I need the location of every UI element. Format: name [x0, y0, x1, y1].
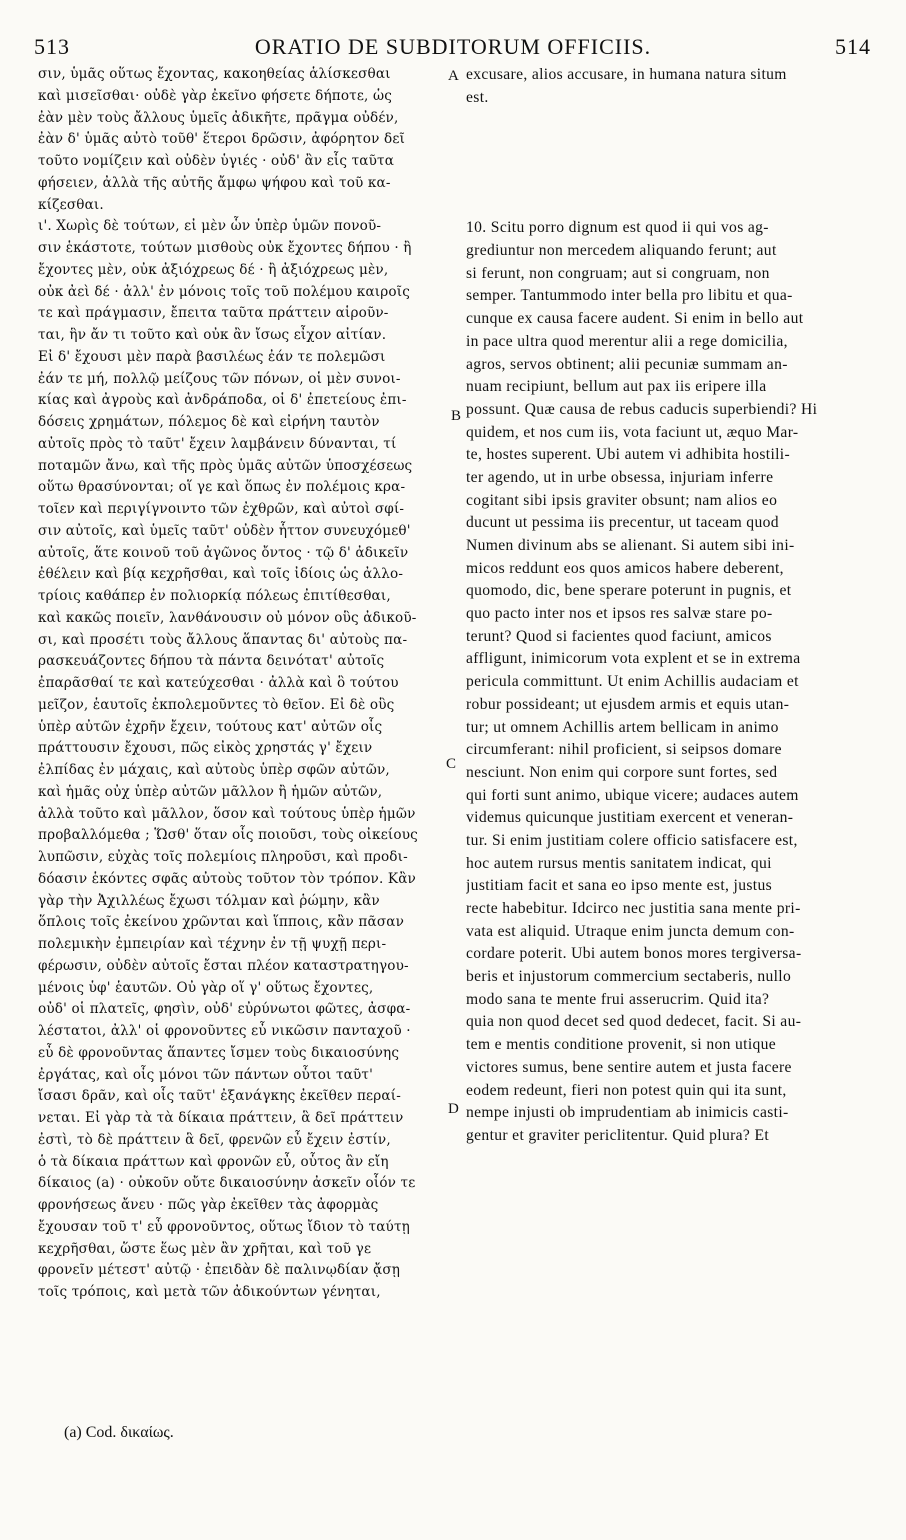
text-line: φέρωσιν, οὐδὲν αὐτοῖς ἔσται πλέον καταστρατηγου- — [38, 957, 409, 974]
text-line: semper. Tantummodo inter bella pro libitu et qua- — [466, 287, 793, 305]
text-line: ὁ τὰ δίκαια πράττων καὶ φρονῶν εὖ, οὗτος ἂν εἴη — [38, 1153, 389, 1170]
text-line: grediuntur non mercedem aliquando ferunt; aut — [466, 242, 777, 260]
text-line: κίας καὶ ἀγροὺς καὶ ἀνδράποδα, οἱ δ' ἐπετείους ἐπι- — [38, 392, 407, 409]
text-line: δίκαιος (a) · οὐκοῦν οὔτε δικαιοσύνην ἀσκεῖν οἷόν τε — [38, 1175, 416, 1192]
text-line: ἐὰν δ' ὑμᾶς αὐτὸ τοῦθ' ἕτεροι δρῶσιν, ἀφόρητον δεῖ — [38, 131, 406, 148]
text-line: δόσεις χρημάτων, πόλεμος δὲ καὶ εἰρήνη ταυτὸν — [38, 414, 380, 430]
text-line: εὖ δὲ φρονοῦντας ἅπαντες ἴσμεν τοὺς δικαιοσύνης — [38, 1044, 400, 1061]
text-line: μεῖζον, ἑαυτοῖς ἐκπολεμοῦντες τὸ θεῖον. Εἰ δὲ οὓς — [38, 696, 395, 713]
text-line: προβαλλόμεθα ; Ὥσθ' ὅταν οἷς ποιοῦσι, τοὺς οἰκείους — [38, 827, 418, 844]
text-line: ρασκευάζοντες δήπου τὰ πάντα δεινότατ' αὐτοῖς — [38, 653, 385, 670]
text-line: αὐτοῖς, ἅτε κοινοῦ τοῦ ἀγῶνος ὄντος · τῷ δ' ἀδικεῖν — [38, 544, 409, 561]
text-line: terunt? Quod si facientes quod faciunt, amicos — [466, 627, 772, 645]
text-line: eodem redeunt, fieri non potest quin qui ita sunt, — [466, 1081, 787, 1099]
text-line: gentur et graviter periclitentur. Quid plura? Et — [466, 1126, 770, 1144]
paragraph-gap — [466, 109, 876, 217]
footnote: (a) Cod. δικαίως. — [64, 1424, 174, 1441]
margin-marker-b: B — [451, 408, 462, 424]
text-line: victores sumus, bene sentire autem et justa facere — [466, 1058, 792, 1076]
text-line: τοῦτο νομίζειν καὶ οὐδὲν ὑγιές · οὐδ' ἂν εἷς ταῦτα — [38, 153, 395, 169]
text-line: ἔχοντες μὲν, οὐκ ἀξιόχρεως δέ · ἢ ἀξιόχρεως μὲν, — [38, 261, 389, 278]
text-line: 10. Scitu porro dignum est quod ii qui vos ag- — [466, 219, 769, 237]
text-line: ἐθέλειν καὶ βίᾳ κεχρῆσθαι, καὶ τοῖς ἰδίοις ὡς ἀλλο- — [38, 566, 404, 583]
text-line: οὐκ ἀεὶ δέ · ἀλλ' ἐν μόνοις τοῖς τοῦ πολέμου καιροῖς — [38, 283, 410, 300]
text-line: τοῖς τρόποις, καὶ μετὰ τῶν ἀδικούντων γένηται, — [38, 1284, 381, 1300]
text-line: cunque ex causa facere audent. Si enim in bello aut — [466, 310, 804, 328]
text-line: nuam recipiunt, bellum aut pax iis eripere illa — [466, 378, 767, 396]
text-line: ἐλπίδας ἐν μάχαις, καὶ αὐτοὺς ὑπὲρ σφῶν αὐτῶν, — [38, 762, 390, 778]
latin-text-column — [466, 64, 876, 1148]
text-line: ποταμῶν ἄνω, καὶ τῆς πρὸς ὑμᾶς αὐτῶν ὑποσχέσεως — [38, 457, 413, 474]
text-line: ἔχουσαν τοῦ τ' εὖ φρονοῦντος, οὕτως ἴδιον τὸ ταύτῃ — [38, 1218, 410, 1235]
text-line: excusare, alios accusare, in humana natura situm — [466, 66, 787, 83]
text-line: tem e mentis conditione provenit, si non utique — [466, 1036, 777, 1054]
text-line: τοῖεν καὶ περιγίγνοιντο τῶν ἐχθρῶν, καὶ αὐτοὶ σφί- — [38, 501, 405, 517]
text-line: μένοις ὑφ' ἑαυτῶν. Οὐ γὰρ οἵ γ' οὕτως ἔχοντες, — [38, 979, 374, 996]
text-line: robur possideant; ut ejusdem armis et equis utan- — [466, 695, 790, 713]
running-title: ORATIO DE SUBDITORUM OFFICIIS. — [254, 34, 652, 59]
text-line: ἐστὶ, τὸ δὲ πράττειν ἃ δεῖ, φρενῶν εὖ ἔχειν ἐστίν, — [38, 1131, 391, 1148]
text-line: σι, καὶ προσέτι τοὺς ἄλλους ἅπαντας δι' αὐτοὺς πα- — [38, 631, 408, 648]
text-line: γὰρ τὴν Ἀχιλλέως ἔχωσι τόλμαν καὶ ῥώμην, κἂν — [38, 892, 380, 909]
text-line: δόασιν ἑκόντες σφᾶς αὐτοὺς τοῦτον τὸν τρόπον. Κἂν — [38, 870, 416, 887]
text-line: ducunt ut pessima iis precentur, ut taceam quod — [466, 514, 779, 532]
text-line: cogitant sibi ipsis graviter obsunt; nam alios eo — [466, 491, 778, 509]
text-line: ἐπαρᾶσθαί τε καὶ κατεύχεσθαι · ἀλλὰ καὶ ὃ τούτου — [38, 675, 399, 691]
text-line: quia non quod decet sed quod dedecet, facit. Si au- — [466, 1013, 802, 1031]
text-line: νεται. Εἰ γὰρ τὰ τὰ δίκαια πράττειν, ἃ δεῖ πράττειν — [38, 1110, 404, 1126]
page-number-right: 514 — [835, 34, 871, 59]
text-line: est. — [466, 88, 489, 106]
text-line: ι'. Χωρὶς δὲ τούτων, εἰ μὲν ὧν ὑπὲρ ὑμῶν πονοῦ- — [38, 218, 382, 235]
text-line: nempe injusti ob imprudentiam ab inimicis casti- — [466, 1104, 789, 1122]
text-line: ἐάν τε μή, πολλῷ μείζους τῶν πόνων, οἱ μὲν συνοι- — [38, 370, 401, 387]
text-line: λέστατοι, ἀλλ' οἱ φρονοῦντες εὖ νικῶσιν πανταχοῦ · — [38, 1023, 411, 1039]
text-line: tur. Si enim justitiam colere officio satisfacere est, — [466, 831, 798, 849]
text-line: qui forti sunt animo, ubique vicere; audaces autem — [466, 786, 799, 804]
text-line: affligunt, inimicorum vota explent et se in extrema — [466, 650, 801, 668]
text-line: αὐτοῖς πρὸς τὸ ταῦτ' ἔχειν λαμβάνειν δύνανται, τί — [38, 435, 397, 452]
margin-marker-d: D — [448, 1101, 459, 1117]
text-line: καὶ μισεῖσθαι· οὐδὲ γὰρ ἐκεῖνο φήσετε δήποτε, ὡς — [38, 87, 392, 104]
text-line: φρονεῖν μέτεστ' αὐτῷ · ἐπειδὰν δὲ παλινῳδίαν ᾄσῃ — [38, 1262, 401, 1279]
text-line: micos reddunt eos quos amicos habere deberent, — [466, 559, 784, 577]
text-line: καὶ ἡμᾶς οὐχ ὑπὲρ αὐτῶν μᾶλλον ἢ ἡμῶν αὐτῶν, — [38, 783, 383, 800]
text-line: καὶ κακῶς ποιεῖν, λανθάνουσιν οὐ μόνον οὓς ἀδικοῦ- — [38, 609, 417, 626]
text-line: φήσειεν, ἀλλὰ τῆς αὐτῆς ἄμφω ψήφου καὶ τοῦ κα- — [38, 174, 391, 191]
text-line: agros, servos obtinent; alii pecuniæ summam an- — [466, 355, 788, 373]
text-line: si ferunt, non congruam; aut si congruam, non — [466, 264, 770, 282]
text-line: κεχρῆσθαι, ὥστε ἕως μὲν ἂν χρῆται, καὶ τοῦ γε — [38, 1240, 372, 1257]
text-line: ἴσασι δρᾶν, καὶ οἷς ταῦτ' ἐξανάγκης ἐκεῖθεν περαί- — [38, 1088, 401, 1105]
text-line: οὐδ' οἱ πλατεῖς, φησὶν, οὐδ' εὐρύνωτοι φῶτες, ἀσφα- — [38, 1001, 411, 1018]
page-number-left: 513 — [34, 34, 70, 59]
text-line: λυπῶσιν, εὐχὰς τοῖς πολεμίοις πληροῦσι, καὶ προδι- — [38, 849, 408, 865]
text-line: in pace ultra quod merentur alii a rege domicilia, — [466, 332, 788, 350]
text-line: φρονήσεως ἄνευ · πῶς γὰρ ἐκεῖθεν τὰς ἀφορμὰς — [38, 1197, 379, 1213]
text-line: quidem, et nos cum iis, vota faciunt ut, æquo Mar- — [466, 423, 799, 441]
margin-marker-c: C — [446, 756, 457, 772]
text-line: nesciunt. Non enim qui corpore sunt fortes, sed — [466, 763, 778, 781]
text-line: κίζεσθαι. — [38, 196, 104, 213]
text-line: justitiam facit et sana eo ipso mente est, justus — [466, 877, 773, 895]
text-line: cordare poterit. Ubi autem bonos mores tergiversa- — [466, 945, 802, 963]
text-line: Εἰ δ' ἔχουσι μὲν παρὰ βασιλέως ἐάν τε πολεμῶσι — [38, 348, 386, 365]
text-line: pericula committunt. Ut enim Achillis audaciam et — [466, 673, 799, 691]
text-line: οὕτω θρασύνονται; οἵ γε καὶ ὅπως ἐν πολέμοις κρα- — [38, 479, 406, 496]
text-line: quomodo, dic, bene sperare poterunt in pugnis, et — [466, 582, 792, 600]
text-line: hoc autem rursus mentis sanitatem indicat, qui — [466, 854, 772, 872]
text-line: ὅπλοις τοῖς ἐκείνου χρῶνται καὶ ἵπποις, κἂν πᾶσαν — [38, 914, 405, 931]
text-line: possunt. Quæ causa de rebus caducis superbiendi? Hi — [466, 400, 818, 418]
text-line: ὑπὲρ αὐτῶν ἐχρῆν ἔχειν, τούτους κατ' αὐτῶν οἷς — [38, 718, 383, 735]
text-line: quo pacto inter nos et ipsos res salvæ stare po- — [466, 605, 773, 623]
greek-text-column — [38, 64, 444, 1304]
text-line: σιν, ὑμᾶς οὕτως ἔχοντας, κακοηθείας ἁλίσκεσθαι — [38, 66, 391, 82]
text-line: τε καὶ πράγμασιν, ἔπειτα ταῦτα πράττειν αἱροῦν- — [38, 305, 389, 322]
text-line: σιν ἑκάστοτε, τούτων μισθοὺς οὐκ ἔχοντες δήπου · ἢ — [38, 240, 412, 256]
text-line: ται, ἣν ἄν τι τοῦτο καὶ οὐκ ἂν ἴσως εἶχον αἰτίαν. — [38, 327, 387, 343]
text-line: τρίοις καθάπερ ἐν πολιορκίᾳ πόλεως ἐπιτίθεσθαι, — [38, 588, 391, 604]
text-line: σιν αὐτοῖς, καὶ ὑμεῖς ταῦτ' οὐδὲν ἧττον συνευχόμεθ' — [38, 522, 411, 539]
text-line: tur; ut omnem Achillis artem bellicam in animo — [466, 718, 779, 736]
text-line: beris et injustorum commercium sectaberis, nullo — [466, 968, 792, 986]
text-line: modo sana te mente frui asserucrim. Quid ita? — [466, 990, 770, 1008]
text-line: recte habebitur. Idcirco nec justitia sana mente pri- — [466, 900, 801, 917]
text-line: ἐργάτας, καὶ οἷς μόνοι τῶν πάντων οὗτοι ταῦτ' — [38, 1066, 373, 1083]
margin-marker-a: A — [448, 68, 459, 84]
text-line: ter agendo, ut in urbe obsessa, injuriam inferre — [466, 468, 774, 486]
text-line: vata est aliquid. Utraque enim juncta demum con- — [466, 922, 795, 940]
text-line: πολεμικὴν ἐμπειρίαν καὶ τέχνην ἐν τῇ ψυχῇ περι- — [38, 936, 387, 952]
text-line: ἀλλὰ τοῦτο καὶ μᾶλλον, ὅσον καὶ τούτους ὑπὲρ ἡμῶν — [38, 805, 416, 822]
text-line: circumferant: nihil proficient, si seipsos domare — [466, 741, 782, 759]
text-line: Numen divinum abs se alienant. Si autem sibi ini- — [466, 537, 795, 554]
text-line: πράττουσιν ἔχουσι, πῶς εἰκὸς χρηστάς γ' ἔχειν — [38, 740, 373, 757]
text-line: te, hostes superent. Ubi autem vi adhibita hostili- — [466, 446, 791, 464]
text-line: ἐὰν μὲν τοὺς ἄλλους ὑμεῖς ἀδικῆτε, πρᾶγμα οὐδέν, — [38, 109, 399, 126]
page-header — [0, 34, 906, 64]
text-line: videmus quicunque justitiam exercent et veneran- — [466, 809, 794, 827]
